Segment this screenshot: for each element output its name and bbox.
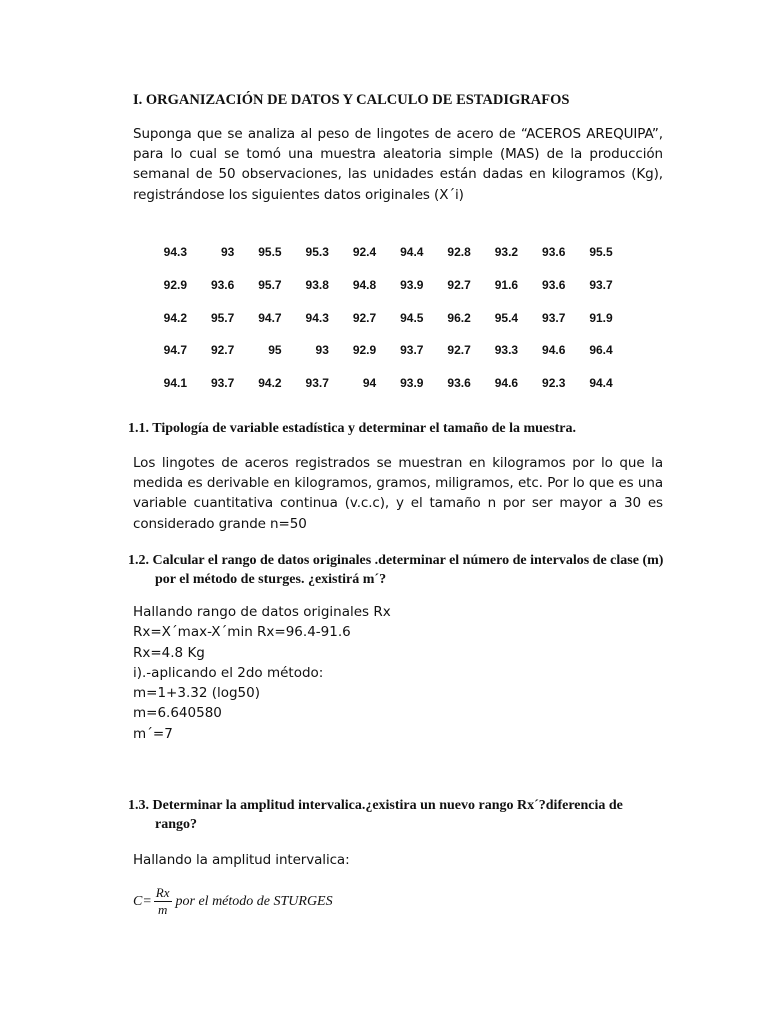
table-cell: 92.4 [352,245,377,260]
table-cell: 94.7 [258,310,282,325]
table-cell: 94.2 [258,376,282,391]
table-cell: 94.4 [400,245,424,260]
table-cell: 93.7 [589,278,613,293]
table-row [150,236,613,269]
table-row [150,301,613,334]
section-1-1-text: Los lingotes de aceros registrados se muestran en kilogramos por lo que la medida es derivable en kilogramos, gramos, miligramos, etc. Por lo que es una variable cuantitativa continua (v.c.c), y el tamaño n por ser mayor a 30 es considerado grande n=50 [133,455,663,532]
table-cell: 93.6 [447,376,471,391]
table-cell: 93.7 [210,376,235,391]
table-row [150,269,613,302]
table-cell: 93.9 [400,278,424,293]
calc-line: Hallando rango de datos originales Rx [133,604,391,620]
table-cell: 92.8 [447,245,471,260]
formula-lhs: C= [133,893,152,909]
table-cell: 95.5 [589,245,613,260]
table-cell: 92.7 [210,343,235,358]
table-cell: 94.2 [163,310,187,325]
table-cell: 93.9 [400,376,424,391]
table-cell: 92.9 [163,278,187,293]
calc-line: i).-aplicando el 2do método: [133,664,324,681]
table-cell: 94.3 [305,310,329,325]
table-cell: 93.2 [494,245,519,260]
table-cell: 95.4 [494,310,519,325]
data-table [150,236,613,399]
calc-line: m´=7 [133,725,173,742]
formula-suffix: por el método de STURGES [175,893,333,909]
table-cell: 94.6 [542,343,566,358]
table-cell: 94.6 [494,376,519,391]
table-cell: 94.7 [163,343,187,358]
table-cell: 94.3 [163,245,187,260]
table-cell: 93 [315,343,329,358]
section-1-2-heading [128,551,668,589]
table-cell: 93.7 [400,343,424,358]
table-cell: 96.4 [589,343,613,358]
section-1-3-heading [128,796,658,834]
table-cell: 95.7 [210,310,235,325]
section-1-3-text: Hallando la amplitud intervalica: [133,852,350,868]
table-cell: 94.1 [163,376,187,391]
table-row [150,334,613,367]
table-cell: 94.8 [352,278,377,293]
table-cell: 95.7 [258,278,282,293]
table-cell: 93.7 [305,376,329,391]
calc-line: Rx=X´max-X´min Rx=96.4-91.6 [133,624,351,641]
table-cell: 92.7 [447,343,471,358]
formula-fraction [154,885,172,918]
table-cell: 93.7 [542,310,566,325]
section-1-3-heading-line1: 1.3. Determinar la amplitud intervalica.¿existira un nuevo rango Rx´?diferencia de [128,798,623,813]
table-cell: 92.3 [542,376,566,391]
calc-line: Rx=4.8 Kg [133,644,205,661]
section-1-2-heading-line2: por el método de sturges. ¿existirá m´? [155,572,387,587]
table-cell: 93.6 [210,278,235,293]
table-cell: 95 [268,343,282,358]
formula-denominator: m [157,902,168,917]
table-cell: 94.5 [400,310,424,325]
amplitude-formula [133,885,333,918]
table-cell: 91.6 [494,278,519,293]
formula-numerator: Rx [155,885,170,900]
table-cell: 93 [220,245,235,260]
calc-line: m=1+3.32 (log50) [133,685,261,702]
table-cell: 93.6 [542,245,566,260]
section-1-2-calculations [133,602,391,744]
table-cell: 92.9 [352,343,377,358]
table-cell: 93.8 [305,278,329,293]
table-cell: 93.6 [542,278,566,293]
intro-paragraph: Suponga que se analiza al peso de lingotes de acero de “ACEROS AREQUIPA”, para lo cual se tomó una muestra aleatoria simple (MAS) de la producción semanal de 50 observaciones, las unidades están dadas en kilogramos (Kg), registrándose los siguientes datos originales (X´i) [133,126,663,203]
table-cell: 92.7 [352,310,377,325]
section-title: I. ORGANIZACIÓN DE DATOS Y CALCULO DE ESTADIGRAFOS [133,92,570,108]
table-row [150,367,613,400]
section-1-1-heading: 1.1. Tipología de variable estadística y determinar el tamaño de la muestra. [128,421,576,436]
table-cell: 93.3 [494,343,519,358]
section-1-3-heading-line2: rango? [155,817,197,832]
table-cell: 92.7 [447,278,471,293]
table-cell: 94 [362,376,377,391]
table-cell: 94.4 [589,376,613,391]
table-cell: 91.9 [589,310,613,325]
table-cell: 95.5 [258,245,282,260]
section-1-2-heading-line1: 1.2. Calcular el rango de datos originales .determinar el número de intervalos de clase (m) [128,553,664,568]
calc-line: m=6.640580 [133,705,222,722]
table-cell: 95.3 [305,245,329,260]
table-cell: 96.2 [447,310,471,325]
